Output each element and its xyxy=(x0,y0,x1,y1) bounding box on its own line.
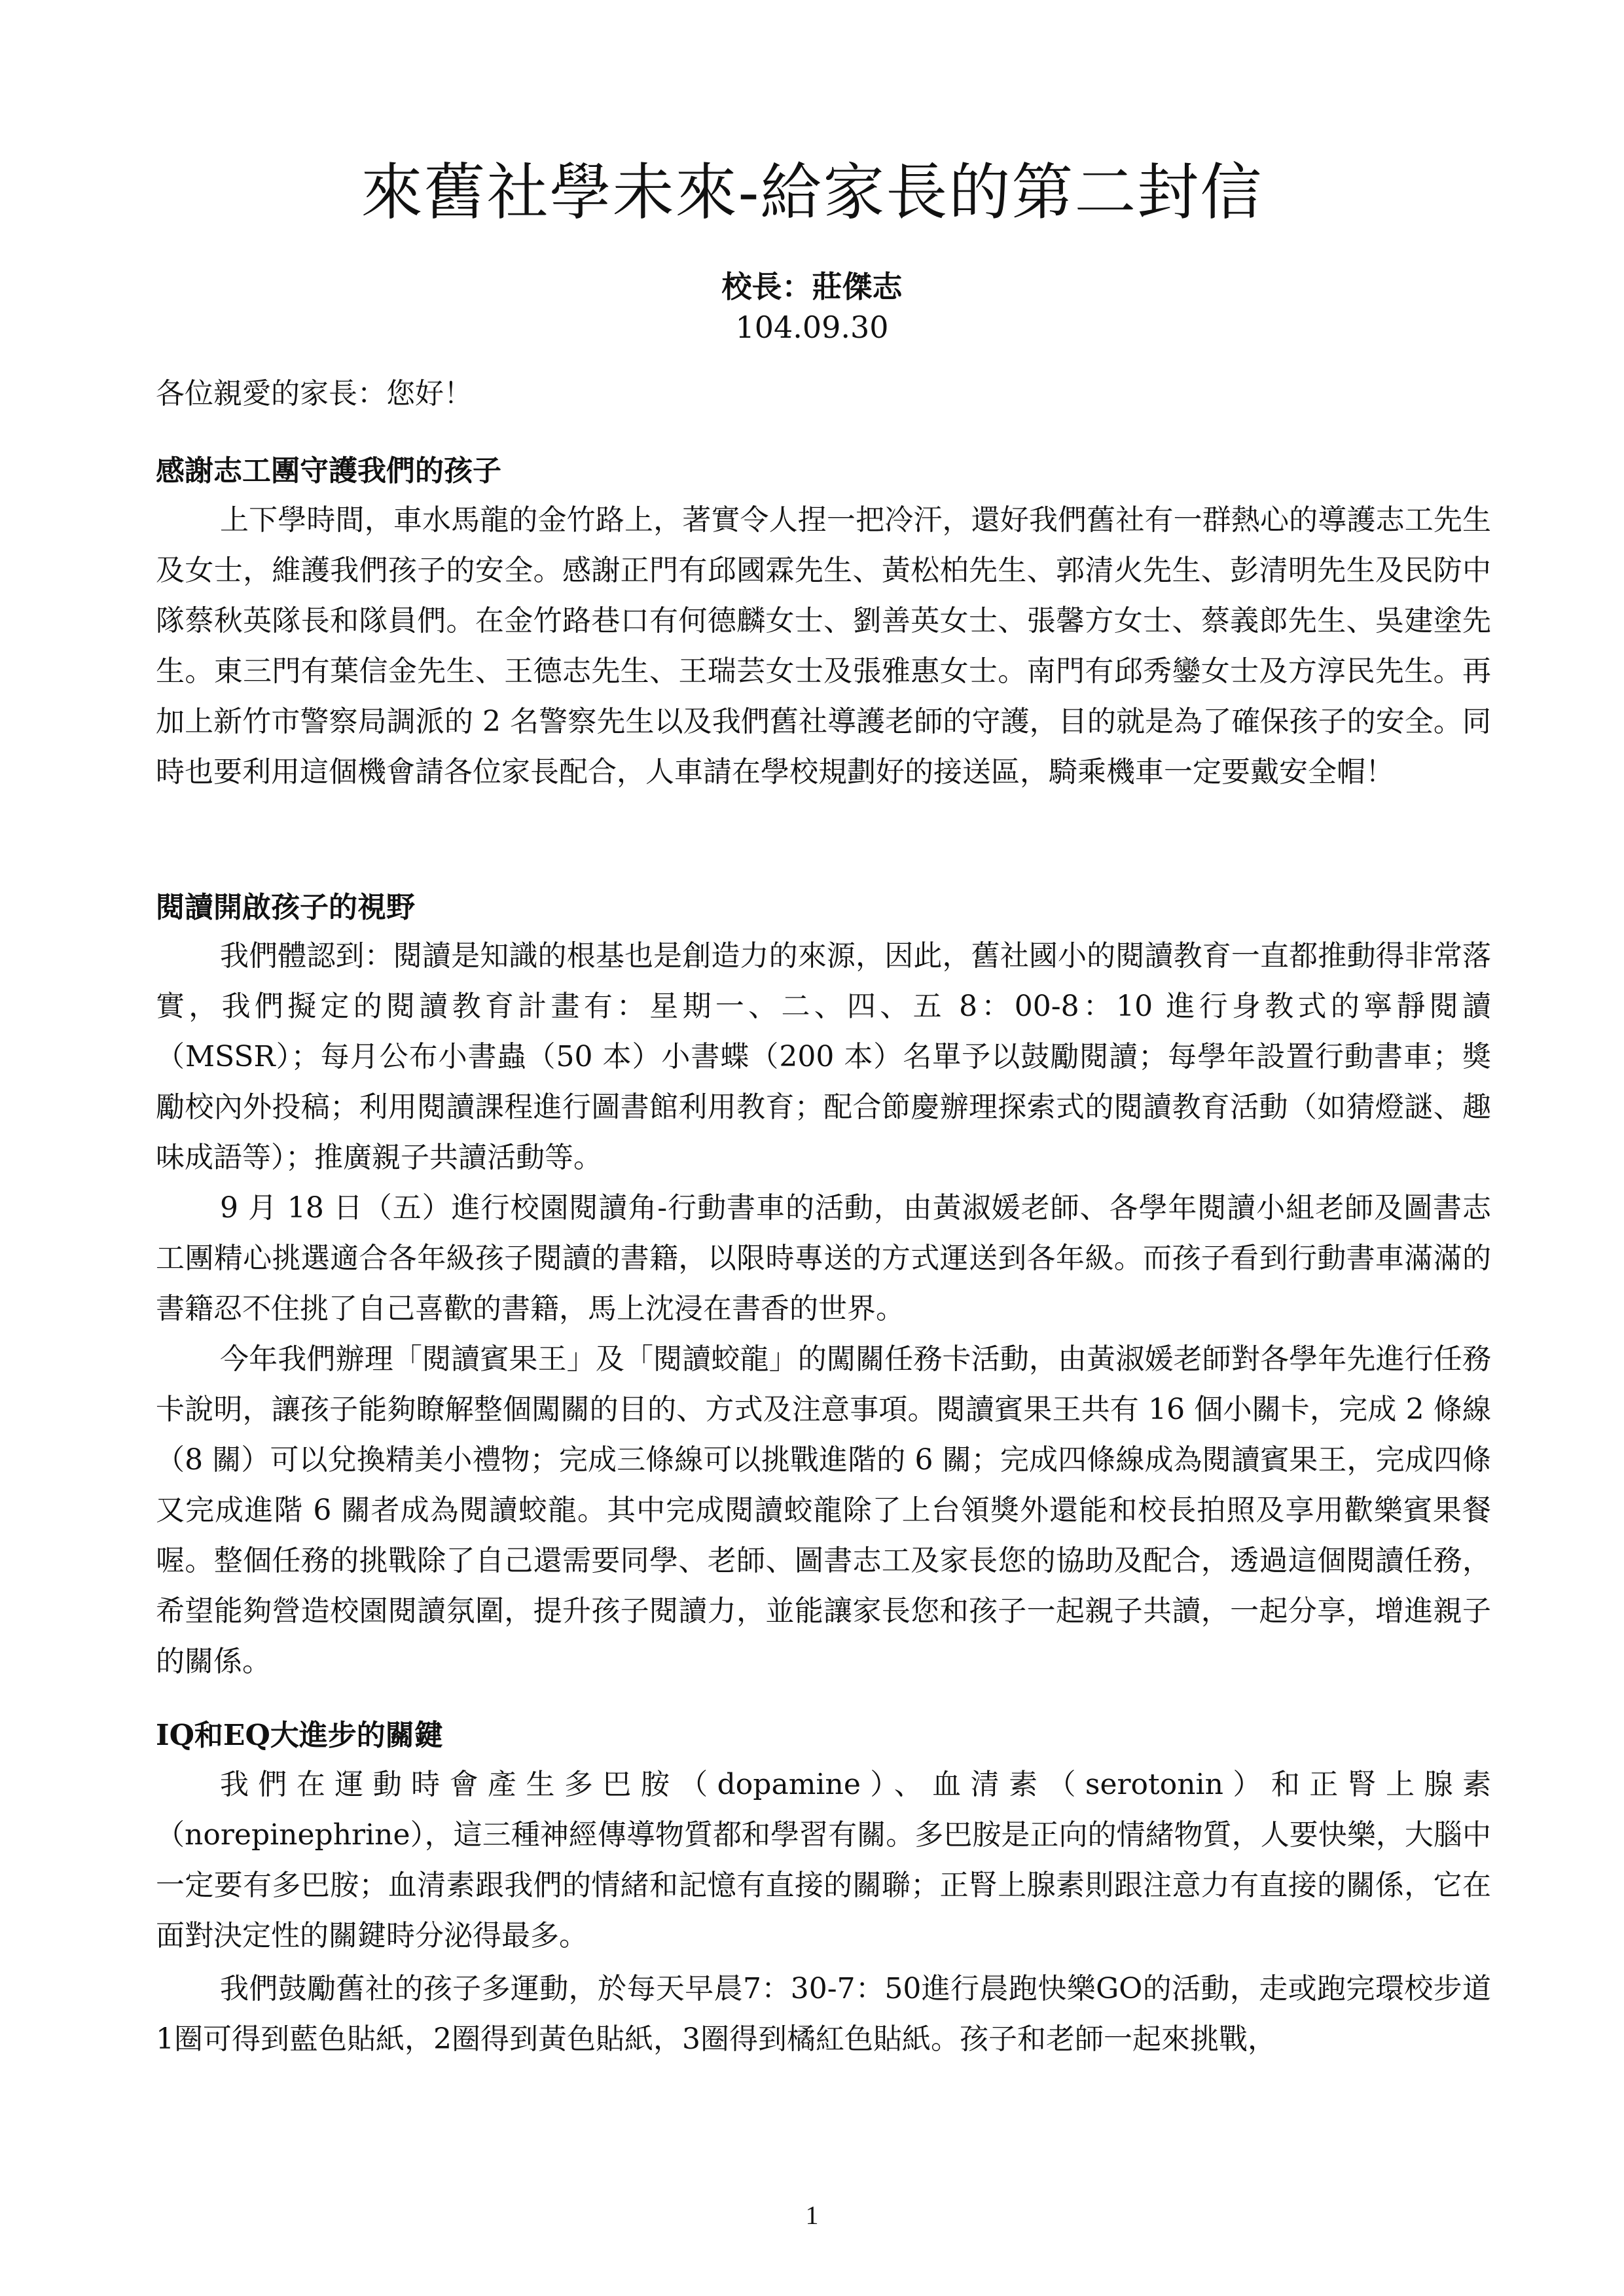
paragraph: 今年我們辦理「閱讀賓果王」及「閱讀蛟龍」的闖關任務卡活動，由黃淑媛老師對各學年先進行任務卡說明，讓孩子能夠瞭解整個闖關的目的、方式及注意事項。閱讀賓果王共有 16 個小關卡，完成 2 條線（8 關）可以兌換精美小禮物；完成三條線可以挑戰進階的 6 關；完成四條線成為閱讀賓果王，完成四條又完成進階 6 關者成為閱讀蛟龍。其中完成閱讀蛟龍除了上台領獎外還能和校長拍照及享用歡樂賓果餐喔。整個任務的挑戰除了自己還需要同學、老師、圖書志工及家長您的協助及配合，透過這個閱讀任務，希望能夠營造校園閱讀氛圍，提升孩子閱讀力，並能讓家長您和孩子一起親子共讀，一起分享，增進親子的關係。 xyxy=(156,1342,1491,1678)
paragraph: 我們在運動時會產生多巴胺（dopamine）、血清素（serotonin）和正腎上腺素（norepinephrine），這三種神經傳導物質都和學習有關。多巴胺是正向的情緒物質，人要快樂，大腦中一定要有多巴胺；血清素跟我們的情緒和記憶有直接的關聯；正腎上腺素則跟注意力有直接的關係，它在面對決定性的關鍵時分泌得最多。 xyxy=(156,1768,1491,1952)
date-line: 104.09.30 xyxy=(735,310,889,345)
section-heading-volunteers: 感謝志工團守護我們的孩子 xyxy=(156,454,501,488)
greeting: 各位親愛的家長：您好！ xyxy=(156,377,473,410)
author-line: 校長：莊傑志 xyxy=(721,269,903,304)
paragraph: 9 月 18 日（五）進行校園閱讀角-行動書車的活動，由黃淑媛老師、各學年閱讀小組老師及圖書志工團精心挑選適合各年級孩子閱讀的書籍，以限時專送的方式運送到各年級。而孩子看到行動書車滿滿的書籍忍不住挑了自己喜歡的書籍，馬上沈浸在書香的世界。 xyxy=(156,1191,1491,1325)
page-number: 1 xyxy=(805,2200,819,2230)
section-heading-reading: 閱讀開啟孩子的視野 xyxy=(156,891,415,924)
paragraph: 我們鼓勵舊社的孩子多運動，於每天早晨7：30-7：50進行晨跑快樂GO的活動，走或跑完環校步道1圈可得到藍色貼紙，2圈得到黃色貼紙，3圈得到橘紅色貼紙。孩子和老師一起來挑戰， xyxy=(156,1972,1491,2056)
paragraph: 我們體認到：閱讀是知識的根基也是創造力的來源，因此，舊社國小的閱讀教育一直都推動得非常落實，我們擬定的閱讀教育計畫有：星期一、二、四、五 8：00-8：10 進行身教式的寧靜閱讀（MSSR）；每月公布小書蟲（50 本）小書蝶（200 本）名單予以鼓勵閱讀；每學年設置行動書車；獎勵校內外投稿；利用閱讀課程進行圖書館利用教育；配合節慶辦理探索式的閱讀教育活動（如猜燈謎、趣味成語等）；推廣親子共讀活動等。 xyxy=(156,939,1491,1174)
paragraph: 上下學時間，車水馬龍的金竹路上，著實令人捏一把冷汗，還好我們舊社有一群熱心的導護志工先生及女士，維護我們孩子的安全。感謝正門有邱國霖先生、黃松柏先生、郭清火先生、彭清明先生及民防中隊蔡秋英隊長和隊員們。在金竹路巷口有何德麟女士、劉善英女士、張馨方女士、蔡義郎先生、吳建塗先生。東三門有葉信金先生、王德志先生、王瑞芸女士及張雅惠女士。南門有邱秀鑾女士及方淳民先生。再加上新竹市警察局調派的 2 名警察先生以及我們舊社導護老師的守護，目的就是為了確保孩子的安全。同時也要利用這個機會請各位家長配合，人車請在學校規劃好的接送區，騎乘機車一定要戴安全帽！ xyxy=(156,503,1491,789)
section-heading-iq-eq: IQ和EQ大進步的關鍵 xyxy=(156,1719,443,1752)
document-title: 來舊社學未來-給家長的第二封信 xyxy=(361,157,1263,228)
